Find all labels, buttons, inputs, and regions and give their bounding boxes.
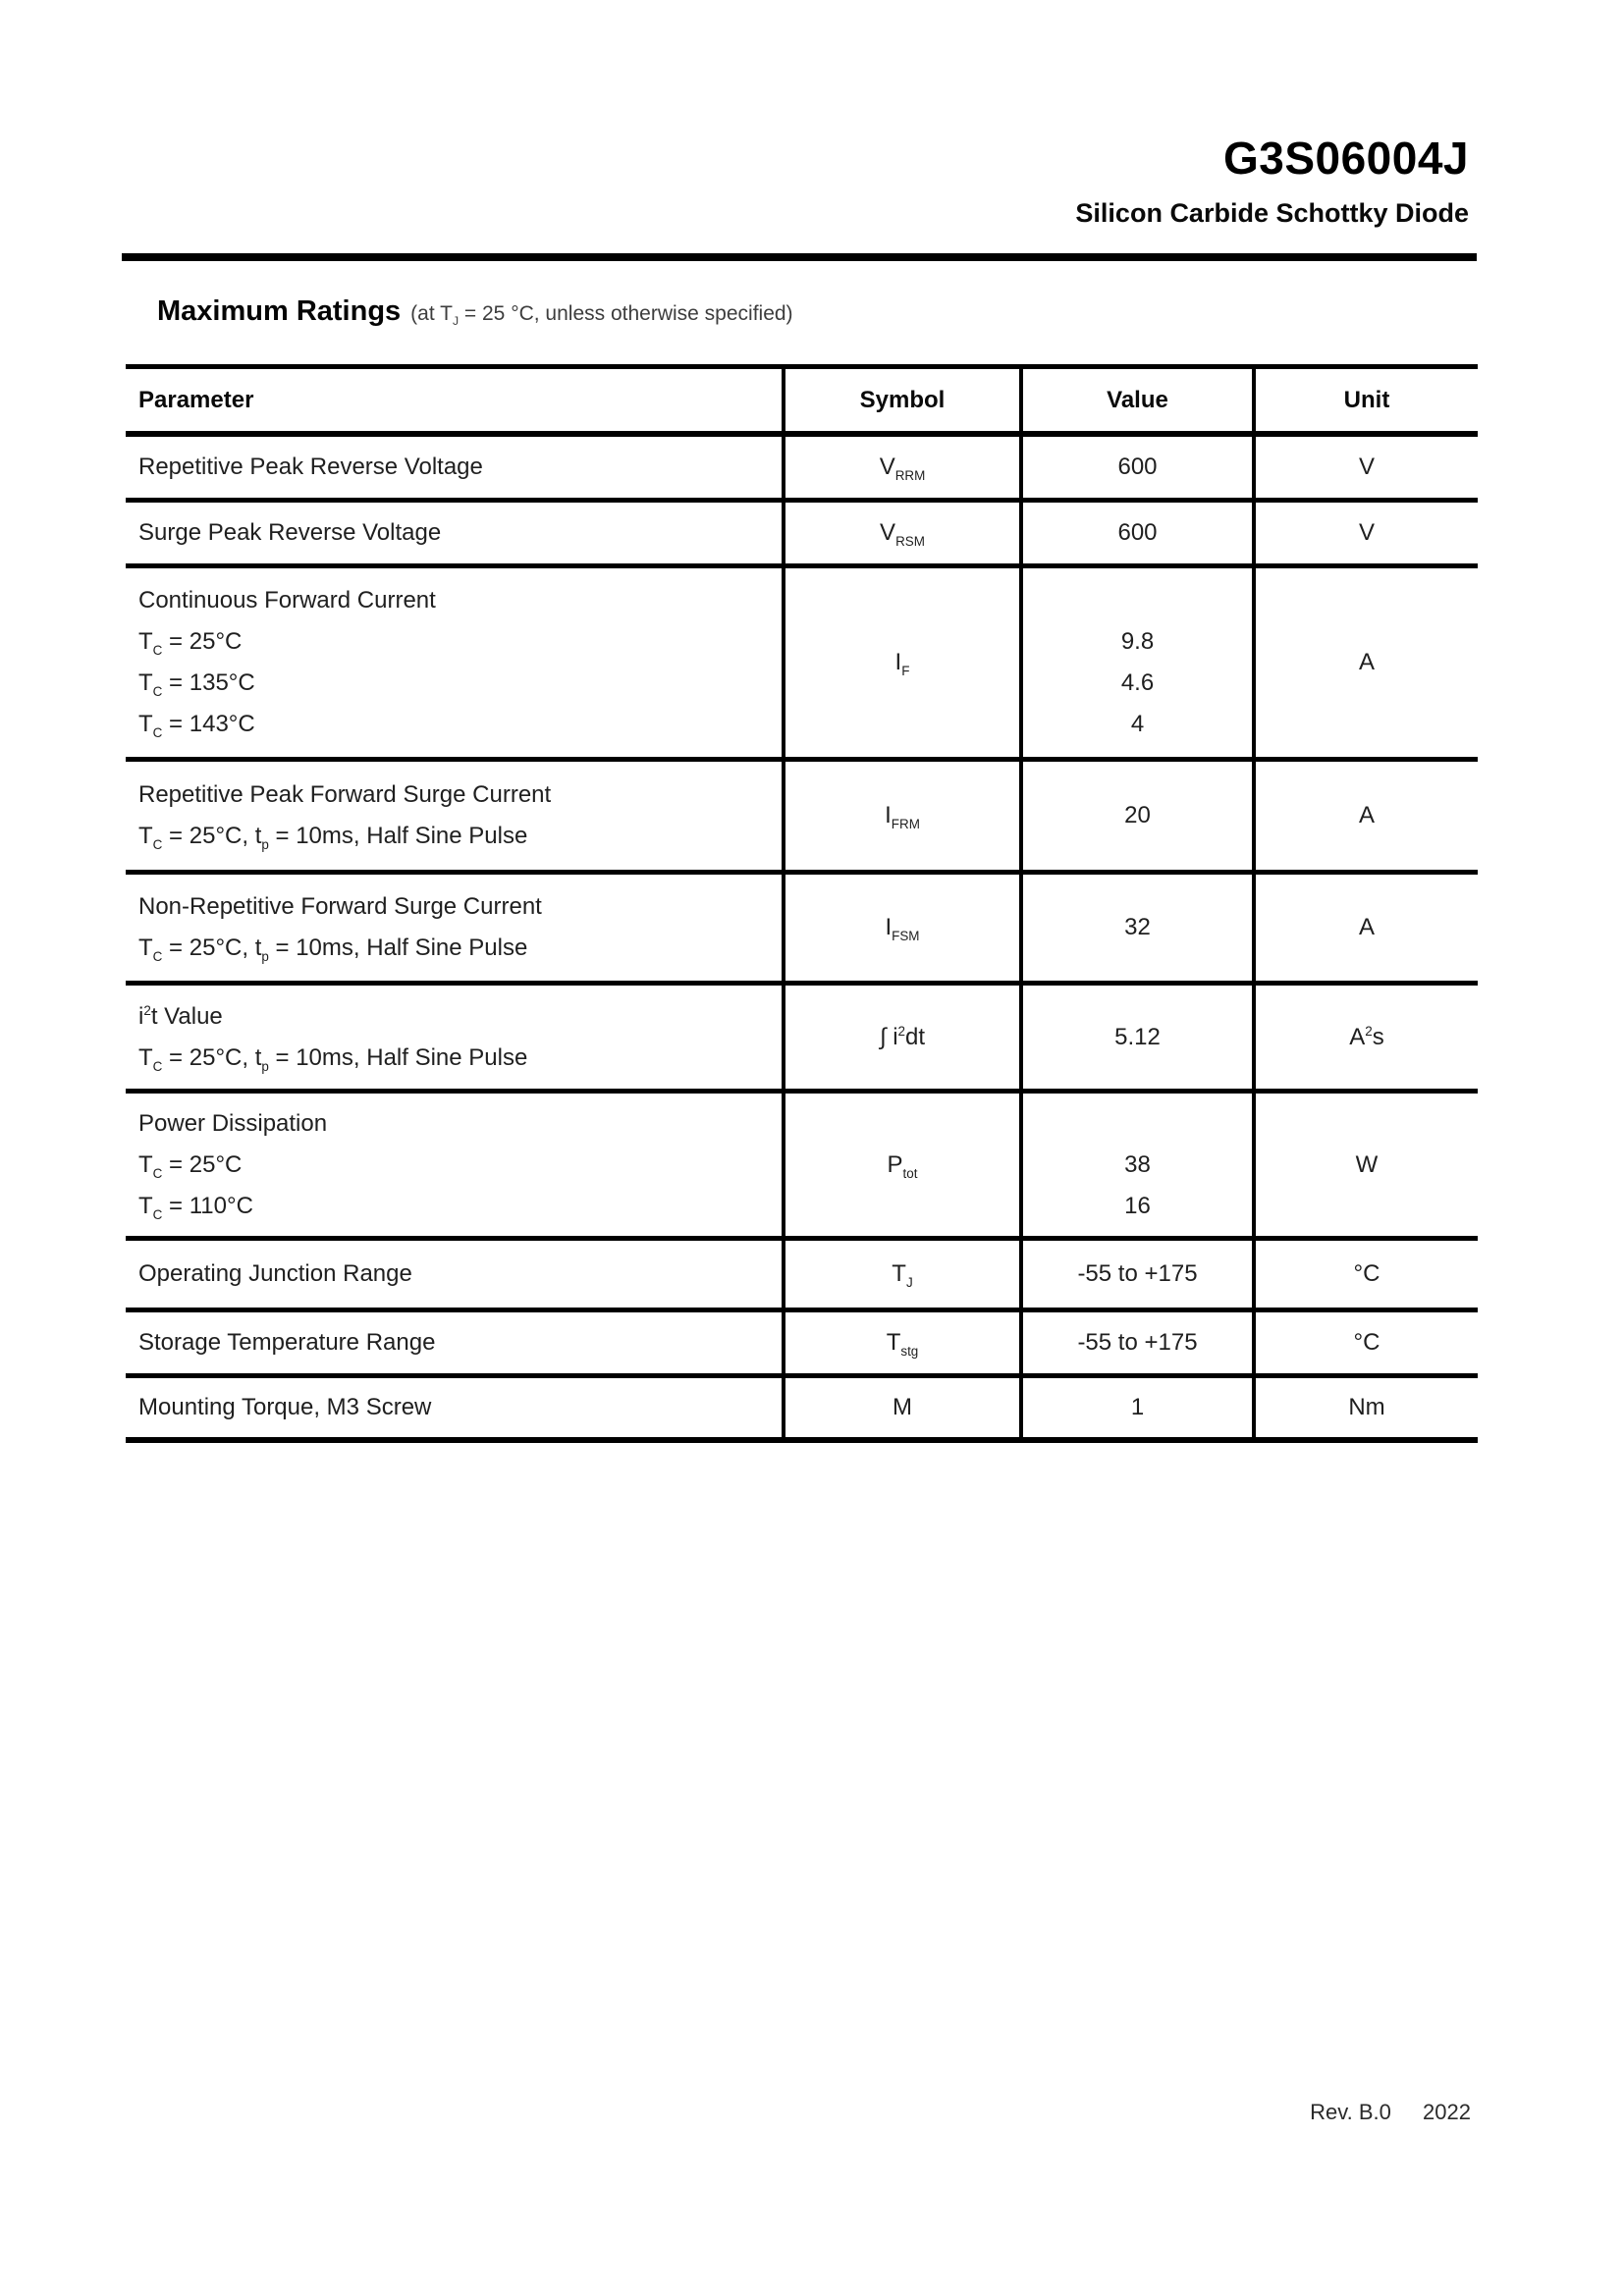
symbol-cell	[782, 503, 1019, 563]
section-heading	[157, 295, 793, 328]
unit-text: A	[1358, 914, 1375, 940]
symbol-cell	[782, 1312, 1019, 1373]
parameter-line: Power Dissipation	[138, 1109, 328, 1137]
parameter-line: Mounting Torque, M3 Screw	[138, 1394, 432, 1420]
value-line: 600	[1117, 454, 1158, 480]
table-header-row	[126, 369, 1478, 437]
unit-cell	[1252, 1312, 1478, 1373]
part-number-title: G3S06004J	[1222, 133, 1469, 184]
unit-cell	[1252, 762, 1478, 870]
parameter-cell	[126, 986, 782, 1089]
value-cell	[1019, 1094, 1252, 1236]
value-cell	[1019, 1312, 1252, 1373]
device-type-subtitle: Silicon Carbide Schottky Diode	[1075, 198, 1469, 228]
value-cell	[1019, 568, 1252, 757]
parameter-line: $T_C = 25^\circ C$	[138, 628, 243, 658]
symbol-text: ∫ $i^2dt$	[879, 1023, 926, 1050]
symbol-cell	[782, 437, 1019, 498]
parameter-line: Repetitive Peak Reverse Voltage	[138, 454, 483, 480]
value-line: 38	[1124, 1150, 1151, 1178]
value-cell	[1019, 503, 1252, 563]
table-row	[126, 503, 1478, 568]
symbol-text: M	[893, 1394, 912, 1420]
unit-cell	[1252, 568, 1478, 757]
symbol-text: $I_F$	[894, 649, 910, 678]
value-line: 5.12	[1114, 1023, 1161, 1050]
table-row	[126, 437, 1478, 503]
value-line: 32	[1124, 914, 1151, 940]
parameter-line: $i^2t$ Value	[138, 1002, 223, 1030]
value-line: 1	[1130, 1394, 1145, 1420]
table-row	[126, 875, 1478, 986]
parameter-line: $T_C = 25^\circ C$, $t_p = 10ms$, Half Sine Pulse	[138, 823, 528, 852]
table-row	[126, 568, 1478, 762]
parameter-line: Storage Temperature Range	[138, 1329, 436, 1356]
symbol-cell	[782, 1094, 1019, 1236]
section-conditions-note: (at $T_J = 25$ °C, unless otherwise specified)	[410, 302, 793, 329]
parameter-line: $T_C = 25^\circ C$	[138, 1150, 243, 1181]
symbol-text: $V_{RSM}$	[880, 519, 925, 549]
symbol-cell	[782, 1378, 1019, 1437]
symbol-cell	[782, 1241, 1019, 1308]
parameter-line: $T_C = 25^\circ C$, $t_p = 10ms$, Half Sine Pulse	[138, 934, 528, 964]
unit-cell	[1252, 1241, 1478, 1308]
column-header-symbol: Symbol	[782, 369, 1019, 431]
unit-cell	[1252, 1094, 1478, 1236]
column-header-parameter: Parameter	[138, 386, 254, 413]
symbol-text: $T_J$	[892, 1260, 913, 1290]
symbol-cell	[782, 875, 1019, 981]
parameter-cell	[126, 762, 782, 870]
parameter-cell	[126, 503, 782, 563]
unit-cell	[1252, 986, 1478, 1089]
table-body	[126, 437, 1478, 1443]
unit-text: $A^2s$	[1349, 1023, 1384, 1050]
unit-text: Nm	[1348, 1394, 1385, 1420]
parameter-line: Non-Repetitive Forward Surge Current	[138, 893, 542, 920]
page-footer	[1310, 2100, 1471, 2125]
parameter-line: Continuous Forward Current	[138, 587, 436, 614]
table-row	[126, 1378, 1478, 1443]
unit-text: W	[1355, 1150, 1379, 1178]
value-cell	[1019, 762, 1252, 870]
value-cell	[1019, 1378, 1252, 1437]
value-line: 600	[1117, 519, 1158, 546]
symbol-cell	[782, 762, 1019, 870]
column-header-value: Value	[1019, 369, 1252, 431]
unit-text: °C	[1353, 1329, 1380, 1356]
unit-text: A	[1358, 802, 1375, 828]
maximum-ratings-table	[126, 364, 1478, 1443]
parameter-line: Surge Peak Reverse Voltage	[138, 519, 442, 546]
parameter-line: Repetitive Peak Forward Surge Current	[138, 781, 552, 808]
value-line: 4.6	[1120, 669, 1155, 696]
header-divider	[122, 253, 1477, 261]
unit-text: °C	[1353, 1260, 1380, 1287]
table-row	[126, 1241, 1478, 1312]
unit-cell	[1252, 503, 1478, 563]
table-row	[126, 762, 1478, 875]
value-cell	[1019, 437, 1252, 498]
symbol-cell	[782, 568, 1019, 757]
table-row	[126, 986, 1478, 1094]
value-cell	[1019, 1241, 1252, 1308]
value-line: -55 to +175	[1077, 1260, 1198, 1287]
section-title: Maximum Ratings	[157, 295, 402, 327]
unit-cell	[1252, 437, 1478, 498]
symbol-text: $V_{RRM}$	[879, 454, 926, 483]
value-cell	[1019, 875, 1252, 981]
column-header-unit: Unit	[1252, 369, 1478, 431]
symbol-text: $I_{FSM}$	[885, 914, 920, 943]
revision-label: Rev. B.0	[1310, 2100, 1391, 2124]
parameter-cell	[126, 875, 782, 981]
parameter-cell	[126, 1241, 782, 1308]
document-header	[1075, 132, 1469, 229]
unit-cell	[1252, 1378, 1478, 1437]
unit-text: V	[1358, 454, 1375, 480]
value-line: 4	[1130, 711, 1145, 737]
parameter-line: $T_C = 25^\circ C$, $t_p = 10ms$, Half Sine Pulse	[138, 1043, 528, 1074]
parameter-line: $T_C = 110^\circ C$	[138, 1192, 253, 1222]
table-row	[126, 1312, 1478, 1378]
parameter-line: $T_C = 143^\circ C$	[138, 711, 255, 740]
value-cell	[1019, 986, 1252, 1089]
symbol-cell	[782, 986, 1019, 1089]
value-line: 9.8	[1120, 628, 1155, 655]
value-line: -55 to +175	[1077, 1329, 1198, 1356]
parameter-cell	[126, 1312, 782, 1373]
symbol-text: $I_{FRM}$	[885, 802, 920, 831]
parameter-cell	[126, 1378, 782, 1437]
revision-year: 2022	[1423, 2100, 1471, 2124]
parameter-cell	[126, 437, 782, 498]
unit-text: A	[1358, 649, 1375, 675]
value-line: 16	[1124, 1192, 1151, 1219]
symbol-text: $T_{stg}$	[886, 1329, 919, 1359]
parameter-cell	[126, 568, 782, 757]
unit-text: V	[1358, 519, 1375, 546]
value-line: 20	[1124, 802, 1151, 828]
parameter-line: $T_C = 135^\circ C$	[138, 669, 255, 699]
symbol-text: $P_{tot}$	[887, 1150, 918, 1181]
parameter-cell	[126, 1094, 782, 1236]
unit-cell	[1252, 875, 1478, 981]
parameter-line: Operating Junction Range	[138, 1260, 412, 1287]
table-row	[126, 1094, 1478, 1241]
